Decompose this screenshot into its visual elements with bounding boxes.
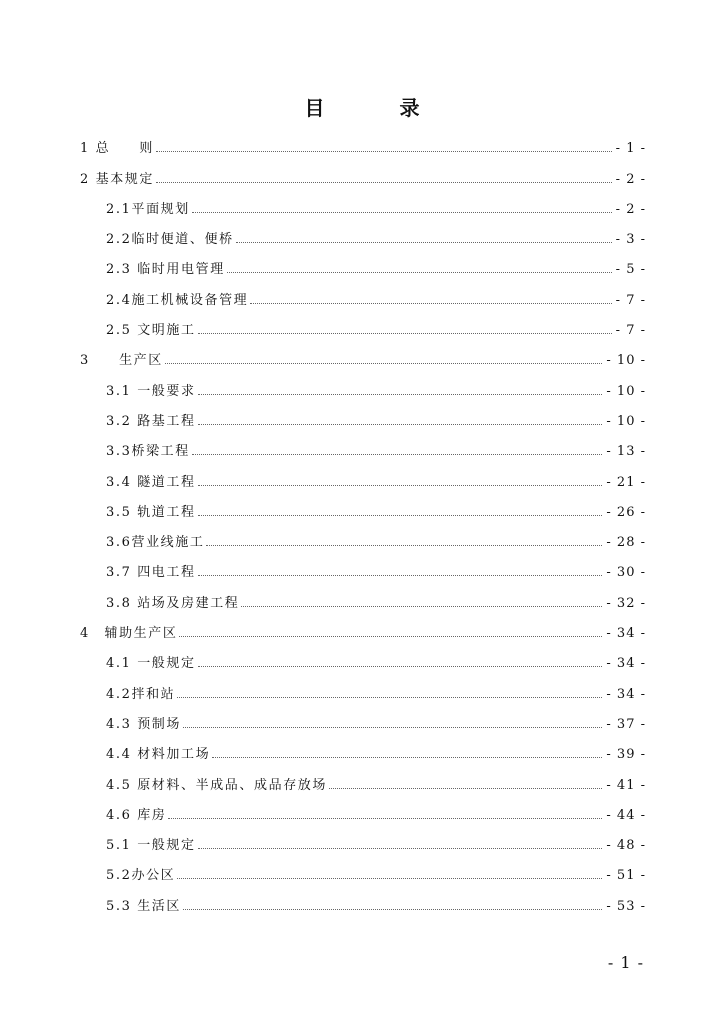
dot-leader	[241, 606, 602, 607]
toc-entry[interactable]	[80, 490, 646, 520]
toc-entry-label: 3.1 一般要求	[106, 383, 196, 399]
dot-leader	[198, 333, 612, 334]
dot-leader	[179, 636, 602, 637]
dot-leader	[329, 788, 602, 789]
toc-entry[interactable]	[80, 732, 646, 762]
dot-leader	[206, 545, 602, 546]
toc-entry[interactable]	[80, 762, 646, 792]
toc-entry-label: 3.7 四电工程	[106, 565, 196, 581]
page-number: - 1 -	[607, 953, 644, 972]
toc-entry-label: 2 基本规定	[80, 171, 155, 187]
toc-entry-page: - 28 -	[606, 535, 646, 551]
toc-entry-page: - 10 -	[606, 383, 646, 399]
toc-entry-label: 3.8 站场及房建工程	[106, 595, 240, 611]
toc-entry[interactable]	[80, 671, 646, 701]
toc-entry-page: - 51 -	[606, 868, 646, 884]
toc-entry-page: - 32 -	[606, 595, 646, 611]
toc-entry[interactable]	[80, 641, 646, 671]
dot-leader	[227, 272, 612, 273]
toc-entry-page: - 26 -	[606, 504, 646, 520]
toc-entry[interactable]	[80, 883, 646, 913]
dot-leader	[192, 212, 612, 213]
toc-entry-label: 5.1 一般规定	[106, 838, 196, 854]
toc-entry[interactable]	[80, 156, 646, 186]
dot-leader	[198, 515, 603, 516]
toc-entry-page: - 10 -	[606, 353, 646, 369]
toc-entry-label: 3 生产区	[80, 353, 163, 369]
toc-entry-page: - 41 -	[606, 777, 646, 793]
toc-entry-label: 3.5 轨道工程	[106, 504, 196, 520]
toc-entry-label: 4.3 预制场	[106, 716, 182, 732]
toc-entry-label: 5.3 生活区	[106, 898, 182, 914]
toc-entry[interactable]	[80, 126, 646, 156]
toc-list	[80, 126, 646, 914]
toc-entry[interactable]	[80, 338, 646, 368]
toc-entry[interactable]	[80, 368, 646, 398]
toc-entry-page: - 53 -	[606, 898, 646, 914]
toc-entry-page: - 48 -	[606, 838, 646, 854]
toc-entry-label: 4.6 库房	[106, 807, 167, 823]
toc-entry[interactable]	[80, 580, 646, 610]
dot-leader	[192, 454, 603, 455]
toc-entry[interactable]	[80, 308, 646, 338]
toc-entry-label: 2.1平面规划	[106, 201, 190, 217]
toc-entry[interactable]	[80, 550, 646, 580]
dot-leader	[165, 363, 603, 364]
toc-title: 目 录	[304, 96, 454, 120]
dot-leader	[177, 697, 602, 698]
toc-entry-label: 3.4 隧道工程	[106, 474, 196, 490]
dot-leader	[198, 424, 603, 425]
toc-entry-page: - 34 -	[606, 626, 646, 642]
dot-leader	[198, 575, 603, 576]
toc-entry-page: - 13 -	[606, 444, 646, 460]
dot-leader	[198, 485, 603, 486]
dot-leader	[168, 818, 602, 819]
dot-leader	[183, 727, 602, 728]
toc-entry-page: - 2 -	[615, 201, 646, 217]
toc-entry[interactable]	[80, 399, 646, 429]
toc-entry-label: 3.3桥梁工程	[106, 444, 190, 460]
dot-leader	[156, 182, 612, 183]
dot-leader	[177, 878, 602, 879]
toc-entry[interactable]	[80, 429, 646, 459]
toc-entry-page: - 7 -	[615, 292, 646, 308]
dot-leader	[198, 666, 603, 667]
toc-entry-page: - 21 -	[606, 474, 646, 490]
toc-entry[interactable]	[80, 217, 646, 247]
dot-leader	[198, 848, 603, 849]
toc-entry-label: 2.2临时便道、便桥	[106, 232, 234, 248]
toc-entry[interactable]	[80, 247, 646, 277]
toc-entry-page: - 10 -	[606, 413, 646, 429]
toc-entry-label: 4 辅助生产区	[80, 626, 178, 642]
toc-entry-page: - 34 -	[606, 656, 646, 672]
toc-entry-label: 3.6营业线施工	[106, 535, 205, 551]
toc-entry-page: - 30 -	[606, 565, 646, 581]
dot-leader	[236, 242, 612, 243]
toc-entry-page: - 39 -	[606, 747, 646, 763]
toc-entry-label: 2.5 文明施工	[106, 323, 196, 339]
toc-entry[interactable]	[80, 459, 646, 489]
toc-entry-page: - 3 -	[615, 232, 646, 248]
toc-entry[interactable]	[80, 611, 646, 641]
toc-entry-label: 4.5 原材料、半成品、成品存放场	[106, 777, 328, 793]
dot-leader	[250, 303, 611, 304]
toc-entry-page: - 2 -	[615, 171, 646, 187]
dot-leader	[212, 757, 602, 758]
toc-entry-label: 4.2拌和站	[106, 686, 176, 702]
toc-entry[interactable]	[80, 853, 646, 883]
toc-entry-page: - 7 -	[615, 323, 646, 339]
toc-entry[interactable]	[80, 793, 646, 823]
toc-entry-label: 4.4 材料加工场	[106, 747, 211, 763]
toc-entry-label: 5.2办公区	[106, 868, 176, 884]
toc-entry[interactable]	[80, 823, 646, 853]
toc-entry-label: 4.1 一般规定	[106, 656, 196, 672]
toc-entry-page: - 37 -	[606, 716, 646, 732]
toc-entry[interactable]	[80, 520, 646, 550]
dot-leader	[198, 394, 603, 395]
toc-entry[interactable]	[80, 277, 646, 307]
toc-entry-page: - 34 -	[606, 686, 646, 702]
toc-entry-page: - 1 -	[615, 141, 646, 157]
toc-entry-label: 3.2 路基工程	[106, 413, 196, 429]
toc-entry-label: 2.3 临时用电管理	[106, 262, 225, 278]
dot-leader	[183, 909, 602, 910]
dot-leader	[156, 151, 612, 152]
toc-entry[interactable]	[80, 187, 646, 217]
toc-entry-page: - 5 -	[615, 262, 646, 278]
toc-entry-label: 2.4施工机械设备管理	[106, 292, 249, 308]
toc-entry-page: - 44 -	[606, 807, 646, 823]
toc-entry-label: 1 总 则	[80, 141, 155, 157]
toc-entry[interactable]	[80, 702, 646, 732]
